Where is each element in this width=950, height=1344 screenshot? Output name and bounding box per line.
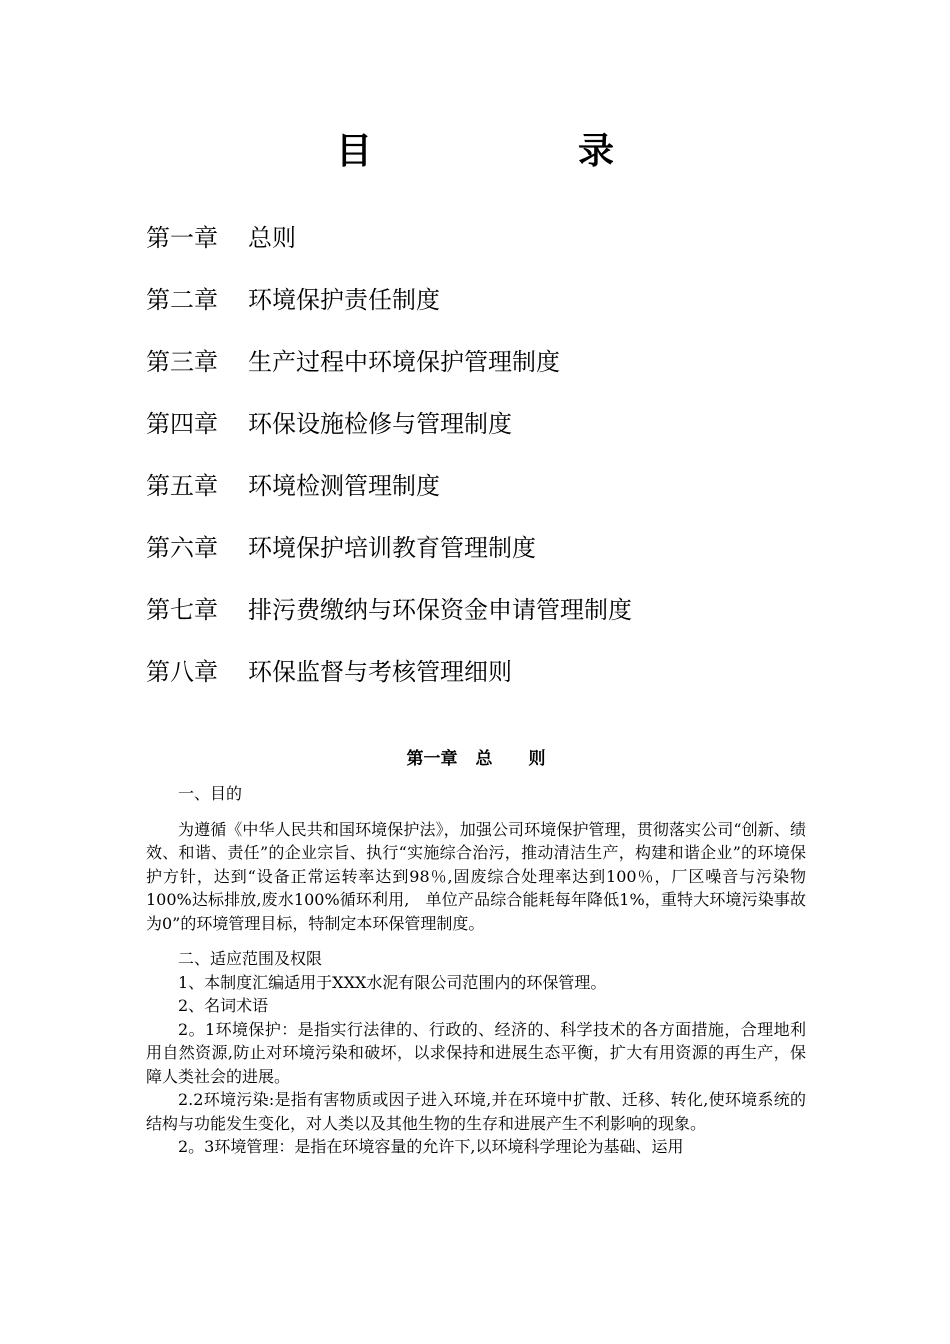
toc-item[interactable] <box>146 652 632 714</box>
toc-item[interactable] <box>146 590 632 652</box>
toc-item[interactable] <box>146 466 632 528</box>
toc-chapter-title: 总则 <box>248 224 296 252</box>
definition-environmental-pollution: 2.2环境污染:是指有害物质或因子进入环境,并在环境中扩散、迁移、转化,使环境系统的结构与功能发生变化，对人类以及其他生物的生存和进展产生不利影响的现象。 <box>146 1090 806 1133</box>
toc-chapter-title: 环保设施检修与管理制度 <box>248 410 512 438</box>
toc-chapter-title: 环境检测管理制度 <box>248 472 440 500</box>
toc-chapter-number: 第四章 <box>146 410 218 438</box>
chapter-heading-number: 第一章 <box>406 749 458 769</box>
toc-chapter-title: 环境保护责任制度 <box>248 286 440 314</box>
toc-chapter-number: 第七章 <box>146 596 218 624</box>
toc-chapter-number: 第五章 <box>146 472 218 500</box>
scope-item-2: 2、名词术语 <box>178 996 269 1015</box>
chapter-heading-word-1: 总 <box>475 749 493 769</box>
toc-chapter-number: 第二章 <box>146 286 218 314</box>
toc-chapter-number: 第三章 <box>146 348 218 376</box>
toc-chapter-title: 环境保护培训教育管理制度 <box>248 534 536 562</box>
chapter-heading-word-2: 则 <box>528 749 546 769</box>
toc-chapter-title: 生产过程中环境保护管理制度 <box>248 348 560 376</box>
definition-environmental-management: 2。3环境管理：是指在环境容量的允许下,以环境科学理论为基础、运用 <box>178 1137 684 1156</box>
purpose-paragraph: 为遵循《中华人民共和国环境保护法》，加强公司环境保护管理，贯彻落实公司“创新、绩效、和谐、责任”的企业宗旨、执行“实施综合治污，推动清洁生产，构建和谐企业”的环境保护方针，达到“设备正常运转率达到98％,固废综合处理率达到100％，厂区噪音与污染物100%达标排放,废水100%循环利用, 单位产品综合能耗每年降低1%，重特大环境污染事故为0”的环境管理目标，特制定本环保管理制度。 <box>146 819 806 933</box>
toc-chapter-number: 第六章 <box>146 534 218 562</box>
scope-item-1: 1、本制度汇编适用于XXX水泥有限公司范围内的环保管理。 <box>178 972 607 992</box>
table-of-contents <box>146 218 632 714</box>
section-heading-purpose: 一、目的 <box>178 784 243 803</box>
chapter-one-body <box>146 744 806 1159</box>
toc-title-char-1: 目 <box>336 130 373 172</box>
chapter-heading <box>146 744 806 774</box>
toc-title <box>0 126 950 176</box>
toc-chapter-title: 环保监督与考核管理细则 <box>248 658 512 686</box>
toc-chapter-number: 第八章 <box>146 658 218 686</box>
toc-item[interactable] <box>146 280 632 342</box>
section-heading-scope: 二、适应范围及权限 <box>178 949 323 968</box>
toc-chapter-title: 排污费缴纳与环保资金申请管理制度 <box>248 596 632 624</box>
definition-environmental-protection: 2。1环境保护：是指实行法律的、行政的、经济的、科学技术的各方面措施，合理地利用自然资源,防止对环境污染和破坏，以求保持和进展生态平衡，扩大有用资源的再生产，保障人类社会的进展。 <box>146 1019 806 1086</box>
toc-title-char-2: 录 <box>578 130 615 172</box>
toc-item[interactable] <box>146 218 632 280</box>
toc-item[interactable] <box>146 528 632 590</box>
toc-item[interactable] <box>146 342 632 404</box>
toc-item[interactable] <box>146 404 632 466</box>
toc-chapter-number: 第一章 <box>146 224 218 252</box>
